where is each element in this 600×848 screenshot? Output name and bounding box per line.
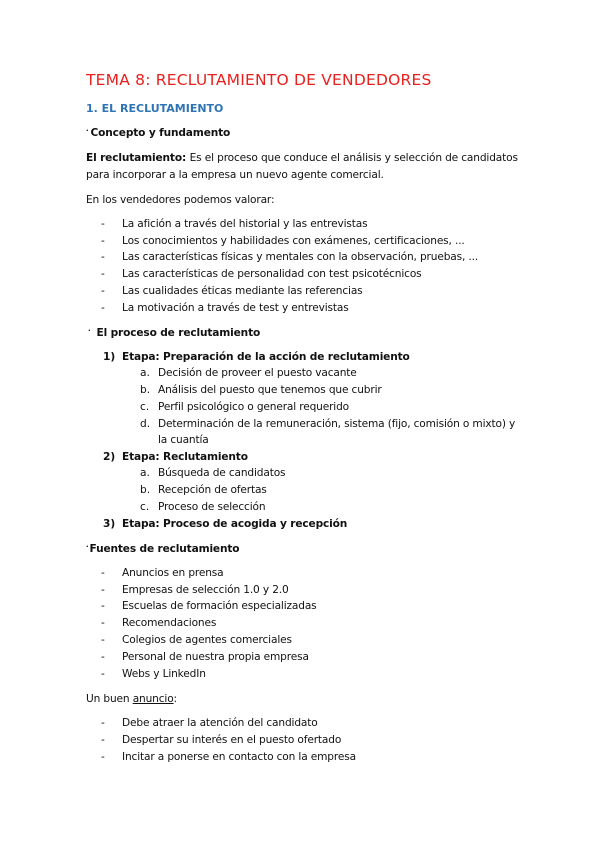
list-item: Los conocimientos y habilidades con exámenes, certificaciones, ...: [122, 235, 465, 247]
list-bullet: -: [101, 285, 105, 297]
list-item: Las características físicas y mentales con la observación, pruebas, ...: [122, 251, 479, 263]
stage-number: 3): [103, 518, 116, 530]
definition-line-2: para incorporar a la empresa un nuevo agente comercial.: [86, 169, 384, 181]
list-bullet: -: [101, 302, 105, 314]
sub-item: Decisión de proveer el puesto vacante: [158, 367, 357, 379]
sub-item: Perfil psicológico o general requerido: [158, 401, 350, 413]
list-bullet: -: [101, 268, 105, 280]
sub-letter: d.: [140, 418, 151, 430]
anuncio-underlined: anuncio: [132, 693, 174, 705]
stage-3: Etapa: Proceso de acogida y recepción: [122, 518, 348, 530]
list-item: Recomendaciones: [122, 617, 217, 629]
sub-item: Proceso de selección: [158, 501, 266, 513]
section-heading: 1. EL RECLUTAMIENTO: [86, 102, 224, 115]
list-bullet: -: [101, 717, 105, 729]
stage-number: 2): [103, 451, 116, 463]
list-item: Personal de nuestra propia empresa: [122, 651, 309, 663]
heading-bullet: ·: [86, 543, 89, 551]
list-item: Las características de personalidad con test psicotécnicos: [122, 268, 422, 280]
definition-line-1: El reclutamiento: Es el proceso que conduce el análisis y selección de candidatos: [86, 152, 518, 164]
list-bullet: -: [101, 734, 105, 746]
list-item: Empresas de selección 1.0 y 2.0: [122, 584, 289, 596]
stage-number: 1): [103, 351, 116, 363]
list-bullet: -: [101, 235, 105, 247]
sub-letter: c.: [140, 401, 150, 413]
sub-item: Análisis del puesto que tenemos que cubrir: [158, 384, 382, 396]
list-bullet: -: [101, 651, 105, 663]
list-item: Colegios de agentes comerciales: [122, 634, 292, 646]
fuentes-heading: ·Fuentes de reclutamiento: [86, 543, 240, 555]
sub-item: Búsqueda de candidatos: [158, 467, 286, 479]
list-bullet: -: [101, 751, 105, 763]
list-item: Webs y LinkedIn: [122, 668, 206, 680]
sub-letter: a.: [140, 467, 150, 479]
list-bullet: -: [101, 634, 105, 646]
list-item: La afición a través del historial y las entrevistas: [122, 218, 368, 230]
list-item: Debe atraer la atención del candidato: [122, 717, 318, 729]
sub-item: Recepción de ofertas: [158, 484, 267, 496]
list-bullet: -: [101, 668, 105, 680]
list-bullet: -: [101, 251, 105, 263]
proceso-heading: · El proceso de reclutamiento: [88, 327, 261, 339]
list-bullet: -: [101, 617, 105, 629]
list-bullet: -: [101, 584, 105, 596]
heading-bullet: ·: [88, 327, 91, 335]
list-bullet: -: [101, 567, 105, 579]
list-item: Las cualidades éticas mediante las referencias: [122, 285, 363, 297]
sub-letter: c.: [140, 501, 150, 513]
heading-bullet: ·: [86, 127, 89, 135]
valorar-intro: En los vendedores podemos valorar:: [86, 194, 275, 206]
sub-item: Determinación de la remuneración, sistema (fijo, comisión o mixto) y: [158, 418, 516, 430]
list-item: Escuelas de formación especializadas: [122, 600, 317, 612]
list-item: Anuncios en prensa: [122, 567, 224, 579]
stage-2: Etapa: Reclutamiento: [122, 451, 248, 463]
sub-item-continuation: la cuantía: [158, 434, 209, 446]
list-item: Despertar su interés en el puesto ofertado: [122, 734, 342, 746]
list-item: Incitar a ponerse en contacto con la empresa: [122, 751, 356, 763]
definition-term: El reclutamiento:: [86, 152, 190, 164]
sub-letter: b.: [140, 484, 151, 496]
anuncio-intro: Un buen anuncio:: [86, 693, 177, 705]
page-title: TEMA 8: RECLUTAMIENTO DE VENDEDORES: [86, 71, 432, 89]
stage-1: Etapa: Preparación de la acción de reclutamiento: [122, 351, 410, 363]
sub-letter: b.: [140, 384, 151, 396]
list-item: La motivación a través de test y entrevistas: [122, 302, 349, 314]
list-bullet: -: [101, 600, 105, 612]
list-bullet: -: [101, 218, 105, 230]
sub-letter: a.: [140, 367, 150, 379]
concepto-heading: · Concepto y fundamento: [86, 127, 231, 139]
